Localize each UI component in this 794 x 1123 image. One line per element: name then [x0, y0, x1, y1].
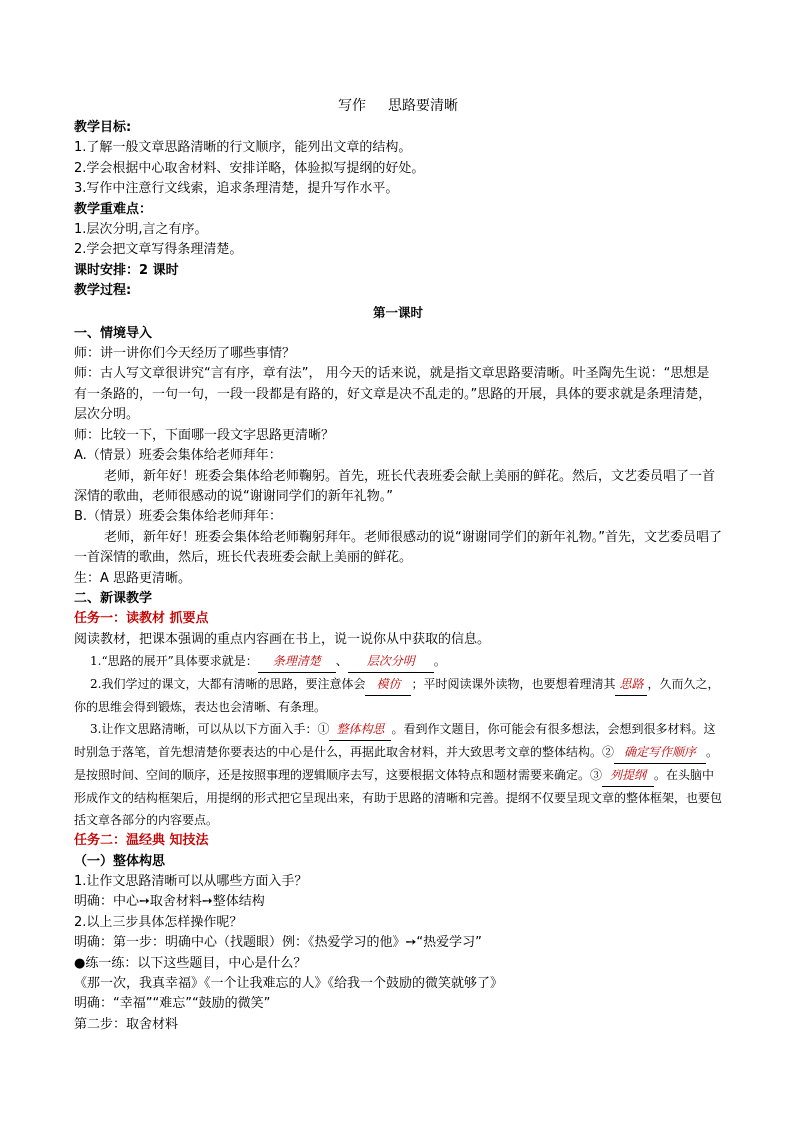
- point-3: [74, 718, 722, 831]
- student-answer: 生：A 思路更清晰。: [74, 570, 192, 586]
- practice-titles: 《那一次，我真幸福》《一个让我难忘的人》《给我一个鼓励的微笑就够了》: [74, 976, 504, 991]
- fill-blank: 思路: [615, 673, 647, 696]
- point-text: 2.我们学过的课文，大都有清晰的思路，要注意体会: [90, 677, 366, 692]
- teacher-line: 师：讲一讲你们今天经历了哪些事情？: [74, 346, 296, 362]
- fill-blank: 模仿: [365, 673, 411, 696]
- point-text: 3.让作文思路清晰，可以从以下方面入手：①: [90, 722, 330, 737]
- point-text: 。是按照时间、空间的顺序，还是按照事理的逻辑顺序去写，这要根据文体特点和题材需要来确定。③: [74, 745, 719, 783]
- answer-line: 明确：中心➙取舍材料➙整体结构: [74, 894, 265, 910]
- fill-blank: 整体构思: [329, 718, 391, 741]
- difficulty-heading: 教学重难点：: [74, 201, 153, 217]
- title-topic: 思路要清晰: [388, 98, 458, 114]
- point-text: 。在头脑中形成作文的结构框架后，用提纲的形式把它呈现出来，有助于思路的清晰和完善。提纲不仅要呈现文章的整体框架，也要包括文章各部分的内容要点。: [74, 768, 723, 828]
- document-body: [74, 96, 722, 1035]
- point-text: 1.“思路的展开”具体要求就是：: [90, 654, 258, 669]
- task-intro: 阅读教材，把课本强调的重点内容画在书上，说一说你从中获取的信息。: [74, 631, 491, 647]
- point-text: 。: [433, 654, 446, 669]
- point-text: ，久而久之，你的思维会得到锻炼，表达也会清晰、有条理。: [74, 677, 720, 715]
- point-text: 。看到作文题目，你可能会有很多想法，会想到很多材料。这时别急于落笔，首先想清楚你要表达的中心是什么，再据此取舍材料，并大致思考文章的整体结构。②: [74, 722, 716, 760]
- goal-item: 1.了解一般文章思路清晰的行文顺序，能列出文章的结构。: [74, 140, 412, 156]
- section-heading: 二、新课教学: [74, 590, 153, 606]
- subsection-heading: （一）整体构思: [74, 853, 166, 869]
- teacher-line: 师：古人写文章很讲究“言有序，章有法”， 用今天的话来说，就是指文章思路要清晰。叶圣陶先生说：“思想是有一条路的，一句一句，一段一段都是有路的，好文章是决不乱走的。”思路的开展，具体的要求就是条理清楚，层次分明。: [74, 366, 712, 423]
- option-b-heading: B.（情景）班委会集体给老师拜年：: [74, 509, 283, 525]
- point-text: ；平时阅读课外读物，也要想着理清其: [411, 677, 616, 692]
- section-heading: 一、情境导入: [74, 325, 153, 341]
- page-title: [74, 96, 722, 116]
- fill-blank: 条理清楚: [258, 650, 336, 673]
- fill-blank: 确定写作顺序: [614, 741, 706, 764]
- goal-item: 3.写作中注意行文线索，追求条理清楚，提升写作水平。: [74, 181, 399, 197]
- question-line: 2.以上三步具体怎样操作呢？: [74, 914, 243, 930]
- schedule-label: 课时安排：: [74, 262, 140, 278]
- goal-item: 2.学会根据中心取舍材料、安排详略，体验拟写提纲的好处。: [74, 160, 425, 176]
- practice-line: ●练一练：以下这些题目，中心是什么？: [74, 955, 307, 971]
- question-line: 1.让作文思路清晰可以从哪些方面入手？: [74, 873, 308, 889]
- title-genre: 写作: [338, 98, 366, 114]
- answer-line: 明确：“幸福”“难忘”“鼓励的微笑”: [74, 996, 271, 1012]
- fill-blank: 层次分明: [348, 650, 434, 673]
- task-heading: 任务二：温经典 知技法: [74, 833, 209, 849]
- answer-line: 明确：第一步：明确中心（找题眼）例：《热爱学习的他》➙“热爱学习”: [74, 935, 482, 951]
- point-text: 、: [335, 654, 348, 669]
- teacher-line: 师：比较一下，下面哪一段文字思路更清晰？: [74, 427, 335, 443]
- schedule-value: 2 课时: [139, 262, 179, 278]
- process-heading: 教学过程:: [74, 283, 132, 299]
- difficulty-item: 2.学会把文章写得条理清楚。: [74, 242, 243, 258]
- difficulty-item: 1.层次分明,言之有序。: [74, 222, 208, 238]
- option-a-heading: A.（情景）班委会集体给老师拜年：: [74, 448, 282, 464]
- option-b-text: 老师，新年好！班委会集体给老师鞠躬拜年。老师很感动的说“谢谢同学们的新年礼物。”首先，文艺委员唱了一首深情的歌曲，然后，班长代表班委会献上美丽的鲜花。: [74, 529, 722, 566]
- point-2: [74, 673, 722, 718]
- point-1: [74, 650, 722, 673]
- step-line: 第二步：取舍材料: [74, 1016, 179, 1032]
- option-a-text: 老师，新年好！班委会集体给老师鞠躬。首先，班长代表班委会献上美丽的鲜花。然后，文艺委员唱了一首深情的歌曲，老师很感动的说“谢谢同学们的新年礼物。”: [74, 468, 716, 504]
- fill-blank: 列提纲: [602, 764, 654, 787]
- lesson-heading: 第一课时: [372, 304, 423, 320]
- task-heading: 任务一：读教材 抓要点: [74, 611, 209, 627]
- schedule-line: [74, 261, 722, 281]
- goals-heading: 教学目标:: [74, 120, 132, 135]
